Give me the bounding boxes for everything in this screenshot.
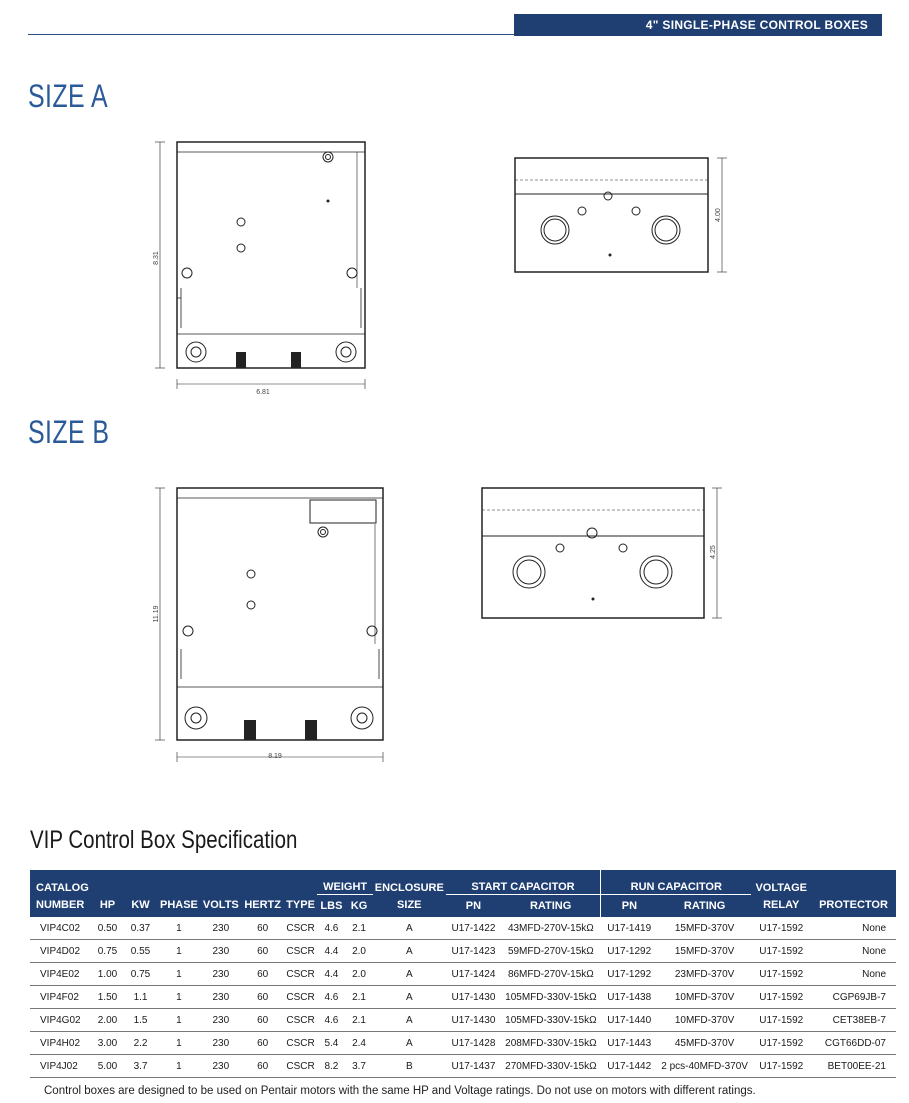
cell-start-rating: 208MFD-330V-15kΩ bbox=[501, 1032, 601, 1055]
col-type: TYPE bbox=[284, 895, 318, 918]
cell-type: CSCR bbox=[284, 1009, 318, 1032]
size-b-height-label: 11.19 bbox=[153, 605, 160, 623]
cell-volts: 230 bbox=[200, 917, 242, 940]
cell-start-rating: 59MFD-270V-15kΩ bbox=[501, 940, 601, 963]
size-b-heading: SIZE B bbox=[28, 414, 110, 450]
size-b-side-label: 4.25 bbox=[710, 545, 717, 559]
col-voltage: VOLTAGE bbox=[751, 870, 811, 895]
cell-kg: 2.0 bbox=[345, 940, 372, 963]
cell-hp: 5.00 bbox=[92, 1055, 123, 1078]
table-row bbox=[30, 1032, 896, 1055]
cell-run-pn: U17-1443 bbox=[601, 1032, 658, 1055]
cell-start-pn: U17-1424 bbox=[446, 963, 501, 986]
cell-phase: 1 bbox=[158, 1032, 200, 1055]
size-a-side-label: 4.00 bbox=[715, 208, 722, 222]
table-row bbox=[30, 963, 896, 986]
cell-run-pn: U17-1292 bbox=[601, 963, 658, 986]
cell-enclosure: A bbox=[373, 1032, 446, 1055]
cell-kw: 0.55 bbox=[123, 940, 158, 963]
cell-kw: 1.5 bbox=[123, 1009, 158, 1032]
table-row bbox=[30, 940, 896, 963]
cell-start-pn: U17-1422 bbox=[446, 917, 501, 940]
cell-type: CSCR bbox=[284, 940, 318, 963]
col-run-capacitor: RUN CAPACITOR bbox=[601, 870, 752, 895]
cell-start-rating: 105MFD-330V-15kΩ bbox=[501, 986, 601, 1009]
cell-enclosure: A bbox=[373, 940, 446, 963]
spec-title: VIP Control Box Specification bbox=[30, 826, 298, 854]
cell-kg: 2.4 bbox=[345, 1032, 372, 1055]
cell-protector: CGT66DD-07 bbox=[811, 1032, 896, 1055]
size-b-side-drawing bbox=[470, 484, 730, 626]
banner-title: 4" SINGLE-PHASE CONTROL BOXES bbox=[645, 18, 868, 32]
cell-run-pn: U17-1438 bbox=[601, 986, 658, 1009]
table-row bbox=[30, 917, 896, 940]
cell-protector: None bbox=[811, 940, 896, 963]
cell-catalog: VIP4J02 bbox=[30, 1055, 92, 1078]
table-row bbox=[30, 1009, 896, 1032]
cell-relay: U17-1592 bbox=[751, 1055, 811, 1078]
footnote: Control boxes are designed to be used on Pentair motors with the same HP and Voltage ratings. Do not use on motors with different ratings. bbox=[44, 1085, 756, 1097]
cell-lbs: 8.2 bbox=[317, 1055, 345, 1078]
cell-enclosure: A bbox=[373, 963, 446, 986]
cell-type: CSCR bbox=[284, 1032, 318, 1055]
cell-hp: 3.00 bbox=[92, 1032, 123, 1055]
cell-kw: 2.2 bbox=[123, 1032, 158, 1055]
col-size: SIZE bbox=[373, 895, 446, 918]
cell-protector: None bbox=[811, 917, 896, 940]
cell-enclosure: B bbox=[373, 1055, 446, 1078]
cell-run-pn: U17-1440 bbox=[601, 1009, 658, 1032]
cell-hertz: 60 bbox=[242, 1032, 284, 1055]
cell-type: CSCR bbox=[284, 963, 318, 986]
cell-catalog: VIP4D02 bbox=[30, 940, 92, 963]
cell-volts: 230 bbox=[200, 1055, 242, 1078]
cell-volts: 230 bbox=[200, 986, 242, 1009]
cell-lbs: 5.4 bbox=[317, 1032, 345, 1055]
cell-relay: U17-1592 bbox=[751, 963, 811, 986]
cell-type: CSCR bbox=[284, 1055, 318, 1078]
cell-volts: 230 bbox=[200, 1009, 242, 1032]
cell-volts: 230 bbox=[200, 963, 242, 986]
cell-lbs: 4.6 bbox=[317, 986, 345, 1009]
cell-kw: 0.75 bbox=[123, 963, 158, 986]
cell-lbs: 4.4 bbox=[317, 940, 345, 963]
col-enclosure: ENCLOSURE bbox=[373, 870, 446, 895]
col-protector: PROTECTOR bbox=[811, 895, 896, 918]
cell-protector: BET00EE-21 bbox=[811, 1055, 896, 1078]
col-relay: RELAY bbox=[751, 895, 811, 918]
col-start-capacitor: START CAPACITOR bbox=[446, 870, 601, 895]
cell-hp: 0.50 bbox=[92, 917, 123, 940]
cell-relay: U17-1592 bbox=[751, 1032, 811, 1055]
cell-protector: CGP69JB-7 bbox=[811, 986, 896, 1009]
spec-table-body bbox=[30, 917, 896, 1078]
size-a-front-drawing bbox=[150, 138, 380, 398]
cell-relay: U17-1592 bbox=[751, 986, 811, 1009]
cell-kg: 2.1 bbox=[345, 986, 372, 1009]
cell-phase: 1 bbox=[158, 963, 200, 986]
cell-lbs: 4.6 bbox=[317, 1009, 345, 1032]
cell-relay: U17-1592 bbox=[751, 940, 811, 963]
cell-start-rating: 105MFD-330V-15kΩ bbox=[501, 1009, 601, 1032]
cell-run-rating: 23MFD-370V bbox=[658, 963, 752, 986]
cell-volts: 230 bbox=[200, 1032, 242, 1055]
col-lbs: LBS bbox=[317, 895, 345, 918]
cell-kg: 2.1 bbox=[345, 917, 372, 940]
col-volts: VOLTS bbox=[200, 895, 242, 918]
cell-run-rating: 15MFD-370V bbox=[658, 917, 752, 940]
cell-hp: 2.00 bbox=[92, 1009, 123, 1032]
size-a-heading: SIZE A bbox=[28, 78, 109, 114]
cell-kw: 1.1 bbox=[123, 986, 158, 1009]
col-number: NUMBER bbox=[30, 895, 92, 918]
cell-phase: 1 bbox=[158, 986, 200, 1009]
cell-run-rating: 15MFD-370V bbox=[658, 940, 752, 963]
size-a-side-drawing bbox=[505, 150, 735, 280]
cell-phase: 1 bbox=[158, 1009, 200, 1032]
cell-start-pn: U17-1430 bbox=[446, 1009, 501, 1032]
cell-hp: 1.00 bbox=[92, 963, 123, 986]
cell-catalog: VIP4H02 bbox=[30, 1032, 92, 1055]
cell-start-rating: 43MFD-270V-15kΩ bbox=[501, 917, 601, 940]
col-run-pn: PN bbox=[601, 895, 658, 918]
cell-catalog: VIP4E02 bbox=[30, 963, 92, 986]
col-catalog: CATALOG bbox=[30, 870, 92, 895]
cell-enclosure: A bbox=[373, 917, 446, 940]
cell-protector: None bbox=[811, 963, 896, 986]
cell-run-pn: U17-1292 bbox=[601, 940, 658, 963]
cell-run-rating: 10MFD-370V bbox=[658, 1009, 752, 1032]
cell-hertz: 60 bbox=[242, 963, 284, 986]
cell-lbs: 4.6 bbox=[317, 917, 345, 940]
col-kw: KW bbox=[123, 895, 158, 918]
size-a-height-label: 8.31 bbox=[153, 251, 160, 265]
cell-enclosure: A bbox=[373, 1009, 446, 1032]
cell-hp: 1.50 bbox=[92, 986, 123, 1009]
cell-lbs: 4.4 bbox=[317, 963, 345, 986]
cell-start-pn: U17-1428 bbox=[446, 1032, 501, 1055]
cell-type: CSCR bbox=[284, 986, 318, 1009]
col-hertz: HERTZ bbox=[242, 895, 284, 918]
table-row bbox=[30, 986, 896, 1009]
cell-relay: U17-1592 bbox=[751, 1009, 811, 1032]
cell-start-pn: U17-1437 bbox=[446, 1055, 501, 1078]
cell-start-pn: U17-1430 bbox=[446, 986, 501, 1009]
spec-table bbox=[30, 870, 896, 1078]
cell-hertz: 60 bbox=[242, 986, 284, 1009]
size-b-front-drawing bbox=[150, 484, 390, 766]
size-a-width-label: 6.81 bbox=[256, 389, 270, 396]
col-phase: PHASE bbox=[158, 895, 200, 918]
cell-hertz: 60 bbox=[242, 917, 284, 940]
cell-volts: 230 bbox=[200, 940, 242, 963]
cell-hertz: 60 bbox=[242, 1055, 284, 1078]
cell-hertz: 60 bbox=[242, 940, 284, 963]
cell-catalog: VIP4G02 bbox=[30, 1009, 92, 1032]
cell-run-rating: 2 pcs-40MFD-370V bbox=[658, 1055, 752, 1078]
cell-run-rating: 45MFD-370V bbox=[658, 1032, 752, 1055]
cell-type: CSCR bbox=[284, 917, 318, 940]
col-start-pn: PN bbox=[446, 895, 501, 918]
cell-start-pn: U17-1423 bbox=[446, 940, 501, 963]
cell-catalog: VIP4F02 bbox=[30, 986, 92, 1009]
col-run-rating: RATING bbox=[658, 895, 752, 918]
cell-protector: CET38EB-7 bbox=[811, 1009, 896, 1032]
section-banner bbox=[514, 14, 882, 36]
cell-run-rating: 10MFD-370V bbox=[658, 986, 752, 1009]
cell-phase: 1 bbox=[158, 1055, 200, 1078]
cell-kg: 2.1 bbox=[345, 1009, 372, 1032]
cell-hertz: 60 bbox=[242, 1009, 284, 1032]
cell-kw: 0.37 bbox=[123, 917, 158, 940]
header-rule bbox=[28, 34, 514, 35]
cell-kg: 2.0 bbox=[345, 963, 372, 986]
cell-kw: 3.7 bbox=[123, 1055, 158, 1078]
cell-phase: 1 bbox=[158, 917, 200, 940]
cell-start-rating: 270MFD-330V-15kΩ bbox=[501, 1055, 601, 1078]
cell-start-rating: 86MFD-270V-15kΩ bbox=[501, 963, 601, 986]
table-row bbox=[30, 1055, 896, 1078]
cell-phase: 1 bbox=[158, 940, 200, 963]
col-kg: KG bbox=[345, 895, 372, 918]
cell-relay: U17-1592 bbox=[751, 917, 811, 940]
cell-kg: 3.7 bbox=[345, 1055, 372, 1078]
col-start-rating: RATING bbox=[501, 895, 601, 918]
col-weight: WEIGHT bbox=[317, 870, 372, 895]
cell-enclosure: A bbox=[373, 986, 446, 1009]
cell-run-pn: U17-1419 bbox=[601, 917, 658, 940]
col-hp: HP bbox=[92, 895, 123, 918]
size-b-width-label: 8.19 bbox=[268, 753, 282, 760]
cell-hp: 0.75 bbox=[92, 940, 123, 963]
cell-catalog: VIP4C02 bbox=[30, 917, 92, 940]
cell-run-pn: U17-1442 bbox=[601, 1055, 658, 1078]
